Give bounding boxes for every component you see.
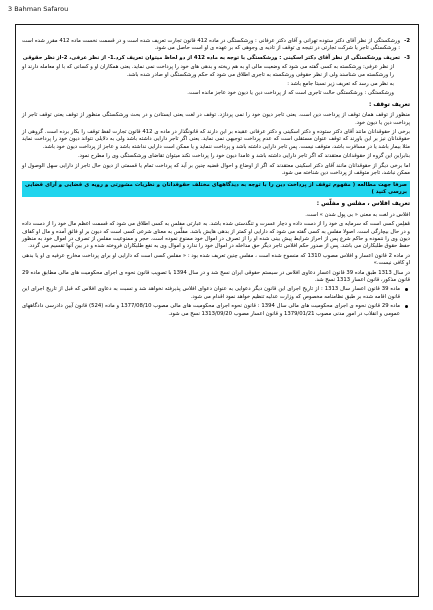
paragraph: مُفلِس کسی است که سرمایه ی خود را از دست داده و دچار عسرت و تنگدستی شده باشد. به عبارتی مفلس به کسی اطلاق می شود که قسمت اعظم مال خود را از دست داده و در حال بیچارگی است. اصولا مفلس به کسی گفته می شود که دارایی او کمتر از بدهی هایش باشد. مفلَّس به معنای شرعی کسی است که دیون بر او فائق آمده و مال او کفاف دیون وی را ننموده و حاکم شرع پس از احراز شرایط پیش بینی شده او را از تصرف در اموال خود ممنوع نموده است. حجر و ممنوعیت مفلس از تصرف در اموال خود به منظور حفظ حقوق طلبکاران می باشد. پس از صدور حکم افلاس تاجر دیگر حق مداخله در اموال خود را ندارد و اموال وی به نفع طلبکاران فروخته شده و در بین آنها تقسیم می گردد. [22,221,410,250]
numbered-item-2 [22,38,410,53]
sub-paragraph: از نظر عرفی: ورشکسته به کسی گفته می شود که وضعیت مالی او به هم ریخته و بدهی های خود را پرداخت نمی نماید. یعنی همکاران او و کسانی که با او معامله دارند او را ورشکسته می شناسند ولی از نظر حقوقی ورشکسته به تاجری اطلاق می شود که حکم ورشکستگی او صادر شده باشد. [22,64,394,78]
paragraph: بنابراین این گروه از حقوقدانان معتقدند که اگر تاجر دارایی داشته باشد و عامدا دیون خود را پرداخت نکند میتوان تقاضای ورشکستگی وی را مطرح نمود. [77,153,410,160]
sub-paragraph: ورشکستگی : ورشکستگی حالت تاجری است که از پرداخت دین یا دیون خود عاجز مانده است. [187,90,394,97]
section-heading-eflas: تعریف افلاس ، مفلس و مفلّس : [316,201,410,208]
item-number: 2- [404,38,410,44]
item-text: تعریف ورشکستگی از نظر آقای دکتر اسکینی : ورشکستگی با توجه به ماده 412 از دو لحاظ میتوان تعریف کرد.1- از نظر عرفی، 2-از نظر حقوقی [22,54,400,61]
paragraph: منظور از توقف همان توقف از پرداخت دین است. یعنی تاجر دیون خود را نمی پردازد. توقف در لغت یعنی ایستادن و در بحث ورشکستگی منظور از توقف یعنی توقف تاجر از پرداخت دین یا دیون خود. [22,112,410,126]
section-heading-tawaqqof: تعریف توقف : [369,101,410,108]
item-text: ورشکستگی از نظر آقای دکتر ستوده تهرانی و آقای دکتر عرفانی : ورشکستگی در ماده 412 قانون تجارت تعریف شده است و در قسمت نخست ماده 412 مقرر شده است : ورشکستگی تاجر یا شرکت تجارتی در نتیجه ی توقف از تادیه ی وجوهی که بر عهده ی او است حاصل می شود. [22,38,400,52]
paragraph: برخی از حقوقدانان مانند آقای دکتر ستوده و دکتر اسکینی و دکتر عرفانی عقیده بر این دارند که قانونگذار در ماده ی 412 قانون تجارت لفظ توقف را بکار برده است. گروهی از حقوقدانان نیز بر این باورند که توقف عنوان مستقلی است که عدم پرداخت توجیهی نمی نماید. یعنی اگر تاجر دارایی داشته باشد ولی به دلایلی نتواند دیون خود را پرداخت نماید مثلا بیمار باشد یا در مسافرت باشد، متوقف نیست. پس تاجر دارایی داشته باشد و پرداخت ننماید و یا ممکن است دارایی نداشته باشد و عاجز از پرداخت دیون خود باشد. [22,129,410,150]
item-number: 3- [404,54,410,61]
paragraph: اما برخی دیگر از حقوقدانان مانند آقای دکتر اسکینی معتقدند که اگر از اوضاع و احوال قضیه چنین بر آید که پرداخت تمام یا قسمتی از دیون حال تاجر از دارایی سهل الوصول او ممکن نباشد، تاجر متوقف از پرداخت دین شناخته می شود. [22,162,410,177]
paragraph: در سال 1313 طبق ماده 39 قانون اعسار دعاوی افلاس در سیستم حقوقی ایران نسخ شد و در سال 1394 با تصویب قانون نحوه ی اجرای محکومیت های مالی مطابق ماده 29 قانون مذکور، قانون اعسار 1313 نسخ شد. [22,269,411,283]
document-body [22,38,410,320]
numbered-item-3 [22,55,410,62]
bullet-item: ماده 29 قانون نحوه ی اجرای محکومیت های مالی سال 1394 : قانون نحوه اجرای محکومیت های مالی مصوب 1377/08/10 و ماده (524) قانون آیین دادرسی دادگاههای عمومی و انقلاب در امور مدنی مصوب 1379/01/21 و قانون اعسار مصوب 1313/09/20 نسخ می شود. [22,303,410,318]
paragraph: در ماده 2 قانون اعسار و افلاس مصوب 1310 که منسوخ شده است ، مفلس چنین تعریف شده بود : « مفلس کسی است که دارایی او برای پرداخت مخارج عرفیه ی او یا بدهی او کافی نیست.» [22,252,410,267]
bullet-item: ماده 39 قانون اعسار سال 1313 : از تاریخ اجرای این قانون دیگر دعوایی به عنوان دعوای افلاس پذیرفته نخواهد شد و نسبت به دعاوی افلاس که قبل از تاریخ اجرای این قانون اقامه شده بر طبق نظامنامه مخصوص که وزارت عدلیه تنظیم خواهد نمود اقدام می شود. [22,286,410,301]
highlighted-note: صرفا جهت مطالعه ( مفهوم توقف از پرداخت دین را با توجه به دیدگاههای مختلف حقوقدانان و نظریات مشورتی و رویه ی قضایی و آرای قضایی بررسی کنید ) [22,181,410,198]
sub-paragraph: به نظر می رسد که تعریف زیر نسبتا جامع باشد : [287,81,394,88]
paragraph: افلاس در لغت به معنی « بی پول شدن » است. [305,211,410,218]
running-header: 3 Bahman Safarou [8,5,69,13]
